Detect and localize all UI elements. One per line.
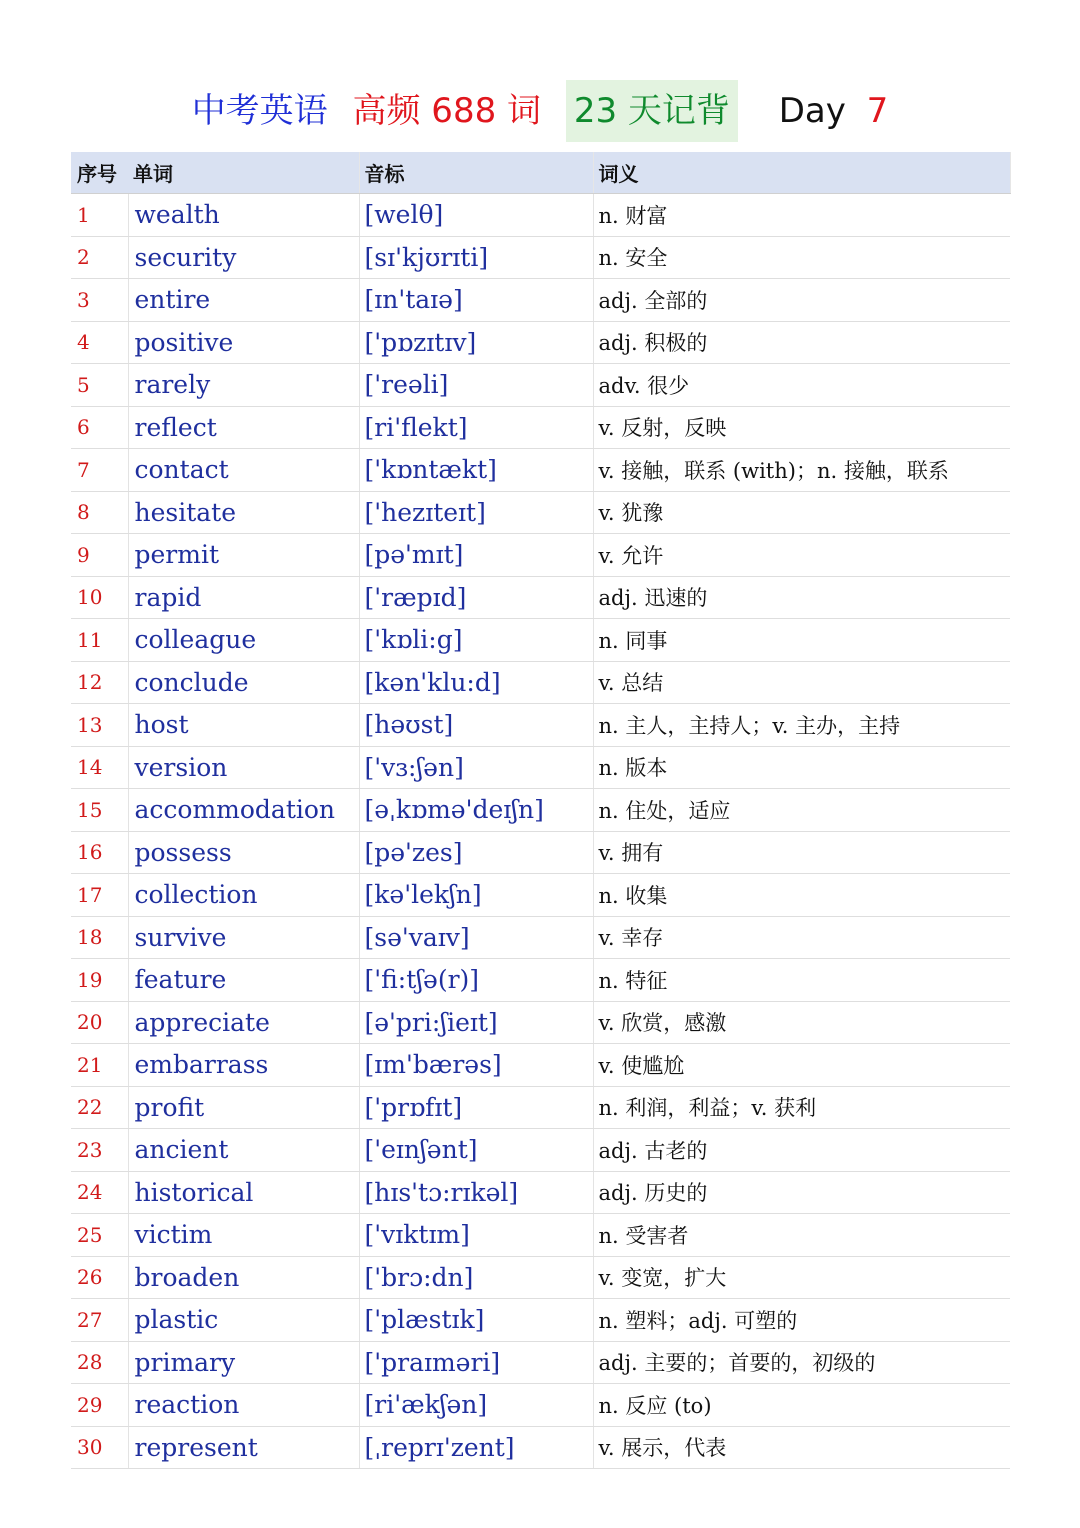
row-word: plastic	[128, 1299, 359, 1342]
row-word: historical	[128, 1171, 359, 1214]
row-meaning: adj. 积极的	[593, 321, 1010, 364]
row-phonetic: ['kɒli:g]	[359, 619, 593, 662]
row-meaning: v. 幸存	[593, 916, 1010, 959]
row-word: rarely	[128, 364, 359, 407]
title-day-number: 7	[866, 90, 889, 131]
header-word: 单词	[128, 152, 359, 194]
table-row	[71, 959, 1010, 1002]
row-phonetic: [kə'lekʃn]	[359, 874, 593, 917]
row-meaning: n. 同事	[593, 619, 1010, 662]
row-phonetic: ['vɜ:ʃən]	[359, 746, 593, 789]
table-row	[71, 1129, 1010, 1172]
table-row	[71, 1384, 1010, 1427]
row-meaning: v. 反射，反映	[593, 406, 1010, 449]
row-number: 3	[71, 279, 128, 322]
row-meaning: v. 展示，代表	[593, 1426, 1010, 1469]
table-row	[71, 1299, 1010, 1342]
table-row	[71, 874, 1010, 917]
row-word: colleague	[128, 619, 359, 662]
row-meaning: n. 版本	[593, 746, 1010, 789]
row-word: primary	[128, 1341, 359, 1384]
row-meaning: v. 使尴尬	[593, 1044, 1010, 1087]
row-meaning: n. 受害者	[593, 1214, 1010, 1257]
row-word: conclude	[128, 661, 359, 704]
row-phonetic: [kən'klu:d]	[359, 661, 593, 704]
table-row	[71, 279, 1010, 322]
row-word: victim	[128, 1214, 359, 1257]
row-meaning: n. 塑料；adj. 可塑的	[593, 1299, 1010, 1342]
table-row	[71, 619, 1010, 662]
row-meaning: adj. 全部的	[593, 279, 1010, 322]
row-word: entire	[128, 279, 359, 322]
table-row	[71, 364, 1010, 407]
row-phonetic: ['hezɪteɪt]	[359, 491, 593, 534]
table-row	[71, 449, 1010, 492]
row-phonetic: [əˌkɒmə'deɪʃn]	[359, 789, 593, 832]
row-number: 2	[71, 236, 128, 279]
row-meaning: adj. 主要的；首要的，初级的	[593, 1341, 1010, 1384]
row-meaning: n. 财富	[593, 194, 1010, 237]
row-number: 9	[71, 534, 128, 577]
row-number: 14	[71, 746, 128, 789]
row-number: 15	[71, 789, 128, 832]
title-day-label: Day	[778, 90, 846, 131]
header-meaning: 词义	[593, 152, 1010, 194]
row-meaning: v. 变宽，扩大	[593, 1256, 1010, 1299]
table-row	[71, 576, 1010, 619]
table-row	[71, 406, 1010, 449]
table-row	[71, 1044, 1010, 1087]
table-row	[71, 661, 1010, 704]
row-phonetic: ['kɒntækt]	[359, 449, 593, 492]
row-phonetic: ['vɪktɪm]	[359, 1214, 593, 1257]
row-meaning: v. 犹豫	[593, 491, 1010, 534]
row-meaning: n. 利润，利益；v. 获利	[593, 1086, 1010, 1129]
row-number: 16	[71, 831, 128, 874]
row-phonetic: [ri'flekt]	[359, 406, 593, 449]
row-meaning: v. 欣赏，感激	[593, 1001, 1010, 1044]
row-number: 20	[71, 1001, 128, 1044]
table-row	[71, 321, 1010, 364]
row-phonetic: [həʊst]	[359, 704, 593, 747]
table-row	[71, 236, 1010, 279]
vocabulary-table	[71, 152, 1011, 1469]
row-word: wealth	[128, 194, 359, 237]
row-phonetic: ['brɔ:dn]	[359, 1256, 593, 1299]
row-number: 7	[71, 449, 128, 492]
row-phonetic: [sɪ'kjʊrɪti]	[359, 236, 593, 279]
row-meaning: v. 接触，联系 (with)；n. 接触，联系	[593, 449, 1010, 492]
row-meaning: adj. 历史的	[593, 1171, 1010, 1214]
row-meaning: v. 拥有	[593, 831, 1010, 874]
table-row	[71, 704, 1010, 747]
row-number: 27	[71, 1299, 128, 1342]
header-phonetic: 音标	[359, 152, 593, 194]
row-phonetic: [sə'vaɪv]	[359, 916, 593, 959]
row-phonetic: [ˌreprɪ'zent]	[359, 1426, 593, 1469]
row-word: ancient	[128, 1129, 359, 1172]
row-number: 25	[71, 1214, 128, 1257]
row-phonetic: ['pɒzɪtɪv]	[359, 321, 593, 364]
page-title	[0, 78, 1080, 142]
row-number: 17	[71, 874, 128, 917]
row-phonetic: [pə'mɪt]	[359, 534, 593, 577]
table-row	[71, 1214, 1010, 1257]
row-meaning: adv. 很少	[593, 364, 1010, 407]
title-subject: 中考英语	[191, 90, 328, 131]
row-phonetic: ['praɪməri]	[359, 1341, 593, 1384]
row-number: 18	[71, 916, 128, 959]
table-row	[71, 1341, 1010, 1384]
row-number: 21	[71, 1044, 128, 1087]
row-phonetic: ['ræpɪd]	[359, 576, 593, 619]
table-row	[71, 746, 1010, 789]
row-word: survive	[128, 916, 359, 959]
row-number: 23	[71, 1129, 128, 1172]
row-number: 10	[71, 576, 128, 619]
row-word: version	[128, 746, 359, 789]
row-number: 28	[71, 1341, 128, 1384]
row-word: feature	[128, 959, 359, 1002]
row-phonetic: ['prɒfɪt]	[359, 1086, 593, 1129]
row-meaning: v. 总结	[593, 661, 1010, 704]
row-meaning: n. 住处，适应	[593, 789, 1010, 832]
row-phonetic: [ə'pri:ʃieɪt]	[359, 1001, 593, 1044]
row-number: 6	[71, 406, 128, 449]
row-number: 5	[71, 364, 128, 407]
row-meaning: adj. 古老的	[593, 1129, 1010, 1172]
header-row	[71, 152, 1010, 194]
table-row	[71, 194, 1010, 237]
row-number: 1	[71, 194, 128, 237]
table-row	[71, 916, 1010, 959]
row-word: rapid	[128, 576, 359, 619]
row-phonetic: ['fi:tʃə(r)]	[359, 959, 593, 1002]
table-row	[71, 534, 1010, 577]
row-number: 11	[71, 619, 128, 662]
table-row	[71, 1426, 1010, 1469]
row-number: 26	[71, 1256, 128, 1299]
row-meaning: n. 安全	[593, 236, 1010, 279]
table-row	[71, 1171, 1010, 1214]
row-number: 8	[71, 491, 128, 534]
table-row	[71, 1086, 1010, 1129]
row-word: appreciate	[128, 1001, 359, 1044]
table-body	[71, 194, 1010, 1469]
row-number: 4	[71, 321, 128, 364]
table-row	[71, 491, 1010, 534]
row-word: accommodation	[128, 789, 359, 832]
row-phonetic: ['plæstɪk]	[359, 1299, 593, 1342]
table-header	[71, 152, 1010, 194]
row-phonetic: ['reəli]	[359, 364, 593, 407]
row-meaning: adj. 迅速的	[593, 576, 1010, 619]
table-row	[71, 789, 1010, 832]
row-number: 12	[71, 661, 128, 704]
table-row	[71, 1001, 1010, 1044]
row-number: 29	[71, 1384, 128, 1427]
row-word: host	[128, 704, 359, 747]
row-number: 24	[71, 1171, 128, 1214]
table-row	[71, 831, 1010, 874]
title-days-highlight: 23 天记背	[566, 80, 738, 142]
row-phonetic: [welθ]	[359, 194, 593, 237]
title-word-count: 高频 688 词	[352, 90, 542, 131]
row-word: hesitate	[128, 491, 359, 534]
row-word: permit	[128, 534, 359, 577]
row-word: collection	[128, 874, 359, 917]
row-phonetic: [pə'zes]	[359, 831, 593, 874]
row-meaning: v. 允许	[593, 534, 1010, 577]
row-word: represent	[128, 1426, 359, 1469]
row-meaning: n. 收集	[593, 874, 1010, 917]
row-word: positive	[128, 321, 359, 364]
row-meaning: n. 主人，主持人；v. 主办，主持	[593, 704, 1010, 747]
row-word: security	[128, 236, 359, 279]
row-phonetic: [ɪn'taɪə]	[359, 279, 593, 322]
row-word: profit	[128, 1086, 359, 1129]
row-phonetic: [hɪs'tɔ:rɪkəl]	[359, 1171, 593, 1214]
row-phonetic: [ɪm'bærəs]	[359, 1044, 593, 1087]
row-phonetic: [ri'ækʃən]	[359, 1384, 593, 1427]
header-number: 序号	[71, 152, 128, 194]
row-word: reflect	[128, 406, 359, 449]
row-word: broaden	[128, 1256, 359, 1299]
row-word: reaction	[128, 1384, 359, 1427]
row-phonetic: ['eɪnʃənt]	[359, 1129, 593, 1172]
table-row	[71, 1256, 1010, 1299]
row-meaning: n. 特征	[593, 959, 1010, 1002]
row-number: 19	[71, 959, 128, 1002]
row-number: 13	[71, 704, 128, 747]
row-number: 30	[71, 1426, 128, 1469]
row-word: embarrass	[128, 1044, 359, 1087]
row-word: contact	[128, 449, 359, 492]
row-word: possess	[128, 831, 359, 874]
row-number: 22	[71, 1086, 128, 1129]
row-meaning: n. 反应 (to)	[593, 1384, 1010, 1427]
